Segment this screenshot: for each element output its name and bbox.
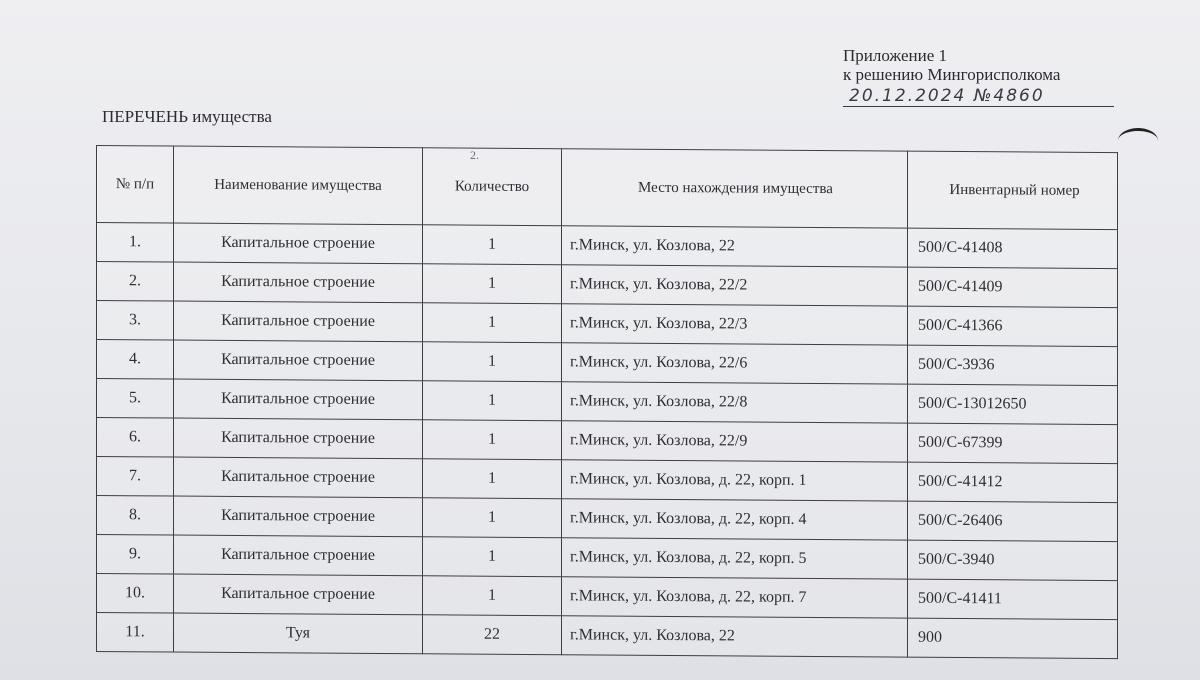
- row-qty: 1: [423, 225, 562, 265]
- appendix-line-1: Приложение 1: [843, 46, 947, 65]
- row-num: 1.: [97, 223, 174, 263]
- row-inventory: 500/С-41409: [908, 267, 1118, 307]
- row-name: Капитальное строение: [174, 457, 423, 498]
- row-num: 10.: [97, 574, 174, 614]
- row-inventory: 500/С-13012650: [908, 384, 1118, 424]
- corner-pen-mark: [1118, 128, 1158, 153]
- row-name: Капитальное строение: [174, 301, 423, 342]
- row-qty: 1: [423, 264, 562, 304]
- row-num: 3.: [97, 301, 174, 341]
- row-num: 11.: [97, 613, 174, 653]
- appendix-note: [843, 46, 1061, 106]
- header-location: Место нахождения имущества: [562, 149, 908, 228]
- header-column-mark: 2.: [470, 148, 479, 162]
- row-qty: 1: [423, 381, 562, 421]
- row-num: 5.: [97, 379, 174, 419]
- row-name: Капитальное строение: [174, 418, 423, 459]
- row-name: Капитальное строение: [174, 496, 423, 537]
- row-inventory: 500/С-3936: [908, 345, 1118, 385]
- row-inventory: 500/С-26406: [908, 501, 1118, 541]
- row-qty: 1: [423, 498, 562, 538]
- row-location: г.Минск, ул. Козлова, 22/2: [562, 265, 908, 306]
- row-location: г.Минск, ул. Козлова, д. 22, корп. 1: [562, 460, 908, 501]
- row-location: г.Минск, ул. Козлова, 22/9: [562, 421, 908, 462]
- row-location: г.Минск, ул. Козлова, 22: [562, 226, 908, 267]
- table-header-row: [97, 146, 1118, 230]
- row-inventory: 500/С-67399: [908, 423, 1118, 463]
- row-location: г.Минск, ул. Козлова, д. 22, корп. 4: [562, 499, 908, 540]
- property-table: [96, 145, 1118, 659]
- row-num: 2.: [97, 262, 174, 302]
- appendix-line-2: к решению Мингорисполкома: [843, 65, 1061, 84]
- row-name: Капитальное строение: [174, 340, 423, 381]
- row-location: г.Минск, ул. Козлова, д. 22, корп. 7: [562, 577, 908, 618]
- row-qty: 1: [423, 537, 562, 577]
- row-qty: 1: [423, 342, 562, 382]
- row-name: Капитальное строение: [174, 379, 423, 420]
- row-num: 4.: [97, 340, 174, 380]
- row-name: Капитальное строение: [174, 262, 423, 303]
- row-num: 8.: [97, 496, 174, 536]
- row-qty: 1: [423, 576, 562, 616]
- header-num: № п/п: [97, 146, 174, 224]
- header-name: Наименование имущества: [174, 146, 423, 225]
- row-location: г.Минск, ул. Козлова, 22/3: [562, 304, 908, 345]
- row-qty: 22: [423, 615, 562, 655]
- document-title: ПЕРЕЧЕНЬ имущества: [102, 107, 272, 126]
- handwritten-date-number: 20.12.2024 №4860: [843, 86, 1114, 107]
- header-qty: Количество: [423, 148, 562, 226]
- row-location: г.Минск, ул. Козлова, 22/6: [562, 343, 908, 384]
- table-row: [97, 613, 1118, 659]
- row-num: 7.: [97, 457, 174, 497]
- row-inventory: 500/С-41408: [908, 228, 1118, 268]
- row-location: г.Минск, ул. Козлова, д. 22, корп. 5: [562, 538, 908, 579]
- row-qty: 1: [423, 303, 562, 343]
- row-num: 9.: [97, 535, 174, 575]
- row-inventory: 500/С-41366: [908, 306, 1118, 346]
- header-inventory: Инвентарный номер: [908, 151, 1118, 229]
- row-location: г.Минск, ул. Козлова, 22/8: [562, 382, 908, 423]
- row-name: Туя: [174, 613, 423, 654]
- row-name: Капитальное строение: [174, 535, 423, 576]
- row-num: 6.: [97, 418, 174, 458]
- row-qty: 1: [423, 459, 562, 499]
- row-inventory: 500/С-3940: [908, 540, 1118, 580]
- row-qty: 1: [423, 420, 562, 460]
- row-inventory: 900: [908, 618, 1118, 658]
- row-location: г.Минск, ул. Козлова, 22: [562, 616, 908, 657]
- row-inventory: 500/С-41412: [908, 462, 1118, 502]
- row-inventory: 500/С-41411: [908, 579, 1118, 619]
- row-name: Капитальное строение: [174, 574, 423, 615]
- row-name: Капитальное строение: [174, 223, 423, 264]
